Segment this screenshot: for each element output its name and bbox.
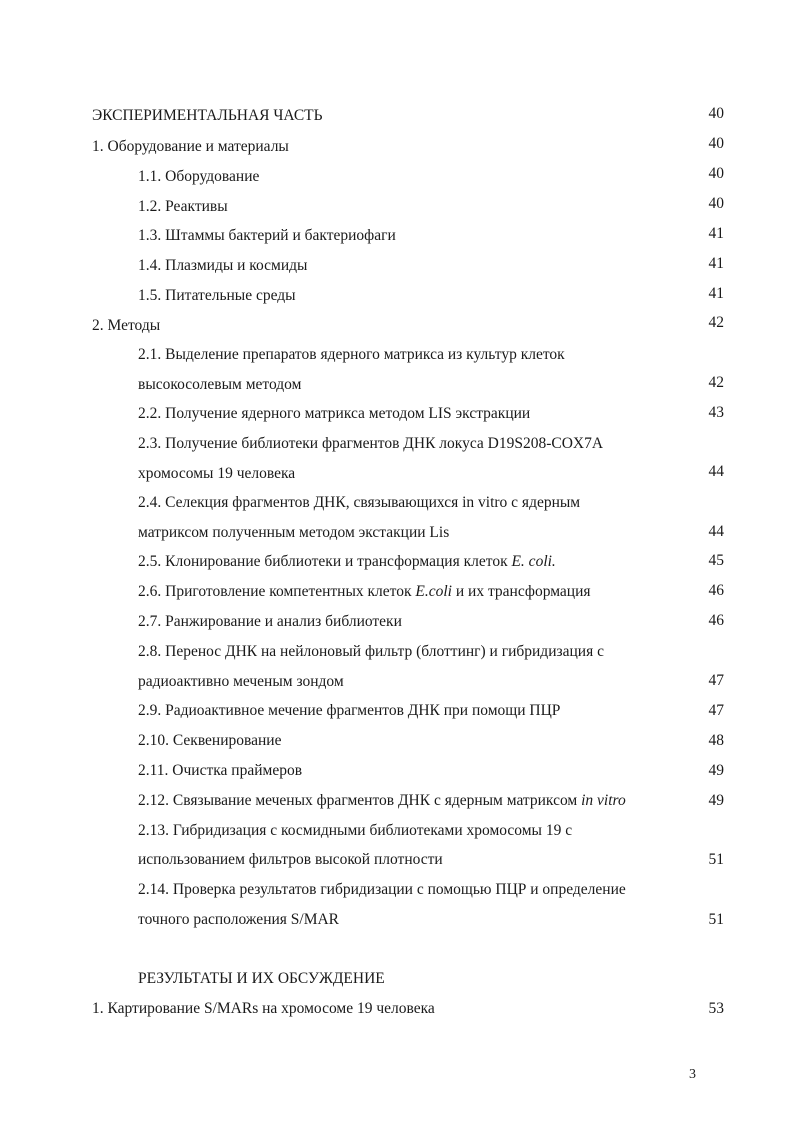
toc-entry-2-14-line2: точного расположения S/MAR <box>138 911 340 928</box>
toc-page-2-14: 51 <box>708 911 724 928</box>
toc-page-results-1: 53 <box>708 1000 724 1017</box>
toc-entry-1: 1. Оборудование и материалы <box>92 138 289 155</box>
toc-entry-2-13-line1: 2.13. Гибридизация с космидными библиотеками хромосомы 19 с <box>138 822 573 839</box>
toc-entry-2-8-line2: радиоактивно меченым зондом <box>138 673 344 690</box>
toc-entry-2-11: 2.11. Очистка праймеров <box>138 762 303 779</box>
toc-entry-2-6-suffix: и их трансформация <box>451 583 591 600</box>
toc-entry-2-4-line2: матриксом полученным методом экстакции Lis <box>138 524 450 541</box>
toc-entry-2-10: 2.10. Секвенирование <box>138 732 282 749</box>
toc-entry-2: 2. Методы <box>92 317 161 334</box>
toc-entry-2-12 <box>138 791 626 811</box>
toc-page-1: 40 <box>708 135 724 152</box>
toc-entry-2-14-line1: 2.14. Проверка результатов гибридизации с помощью ПЦР и определение <box>138 881 626 898</box>
toc-page-2-12: 49 <box>708 792 724 809</box>
toc-entry-1-3: 1.3. Штаммы бактерий и бактериофаги <box>138 227 396 244</box>
toc-page-2-11: 49 <box>708 762 724 779</box>
toc-page-2-3: 44 <box>708 463 724 480</box>
toc-entry-2-12-text: 2.12. Связывание меченых фрагментов ДНК с ядерным матриксом <box>138 792 582 809</box>
toc-page-1-5: 41 <box>708 285 724 302</box>
toc-entry-2-4-line1: 2.4. Селекция фрагментов ДНК, связывающихся in vitro с ядерным <box>138 494 581 511</box>
toc-page-1-1: 40 <box>708 165 724 182</box>
toc-page-1-2: 40 <box>708 195 724 212</box>
toc-page-2-8: 47 <box>708 672 724 689</box>
toc-page-2-1: 42 <box>708 374 724 391</box>
toc-entry-2-6 <box>138 582 591 602</box>
toc-page-experimental-section: 40 <box>708 105 724 122</box>
toc-entry-experimental-section: ЭКСПЕРИМЕНТАЛЬНАЯ ЧАСТЬ <box>92 107 323 124</box>
toc-page-2-5: 45 <box>708 552 724 569</box>
toc-entry-2-3-line2: хромосомы 19 человека <box>138 465 296 482</box>
page-number: 3 <box>689 1067 696 1082</box>
toc-entry-2-1-line2: высокосолевым методом <box>138 376 302 393</box>
toc-entry-2-12-italic: in vitro <box>581 792 626 809</box>
toc-entry-2-2: 2.2. Получение ядерного матрикса методом LIS экстракции <box>138 405 531 422</box>
toc-entry-2-13-line2: использованием фильтров высокой плотности <box>138 851 443 868</box>
toc-entry-2-8-line1: 2.8. Перенос ДНК на нейлоновый фильтр (блоттинг) и гибридизация с <box>138 643 604 660</box>
toc-entry-2-1-line1: 2.1. Выделение препаратов ядерного матрикса из культур клеток <box>138 346 565 363</box>
toc-page-2-6: 46 <box>708 582 724 599</box>
toc-entry-results-1: 1. Картирование S/MARs на хромосоме 19 человека <box>92 1000 435 1017</box>
toc-page-2-13: 51 <box>708 851 724 868</box>
toc-page-2-4: 44 <box>708 523 724 540</box>
toc-page-1-4: 41 <box>708 255 724 272</box>
toc-entry-1-4: 1.4. Плазмиды и космиды <box>138 257 308 274</box>
toc-entry-1-1: 1.1. Оборудование <box>138 168 260 185</box>
toc-page-2-2: 43 <box>708 404 724 421</box>
toc-entry-1-2: 1.2. Реактивы <box>138 198 228 215</box>
toc-entry-2-5 <box>138 552 556 572</box>
toc-entry-2-9: 2.9. Радиоактивное мечение фрагментов ДНК при помощи ПЦР <box>138 702 561 719</box>
toc-entry-2-6-italic: E.coli <box>415 583 452 600</box>
toc-entry-2-6-text: 2.6. Приготовление компетентных клеток <box>138 583 416 600</box>
toc-entry-2-3-line1: 2.3. Получение библиотеки фрагментов ДНК локуса D19S208-COX7A <box>138 435 604 452</box>
toc-entry-2-7: 2.7. Ранжирование и анализ библиотеки <box>138 613 402 630</box>
toc-page-2-10: 48 <box>708 732 724 749</box>
toc-page-2-7: 46 <box>708 612 724 629</box>
toc-page-2-9: 47 <box>708 702 724 719</box>
toc-entry-1-5: 1.5. Питательные среды <box>138 287 296 304</box>
toc-entry-2-5-italic: E. coli. <box>511 553 556 570</box>
toc-entry-results-section: РЕЗУЛЬТАТЫ И ИХ ОБСУЖДЕНИЕ <box>138 970 385 987</box>
toc-entry-2-5-text: 2.5. Клонирование библиотеки и трансформация клеток <box>138 553 512 570</box>
toc-page-1-3: 41 <box>708 225 724 242</box>
toc-page-2: 42 <box>708 314 724 331</box>
